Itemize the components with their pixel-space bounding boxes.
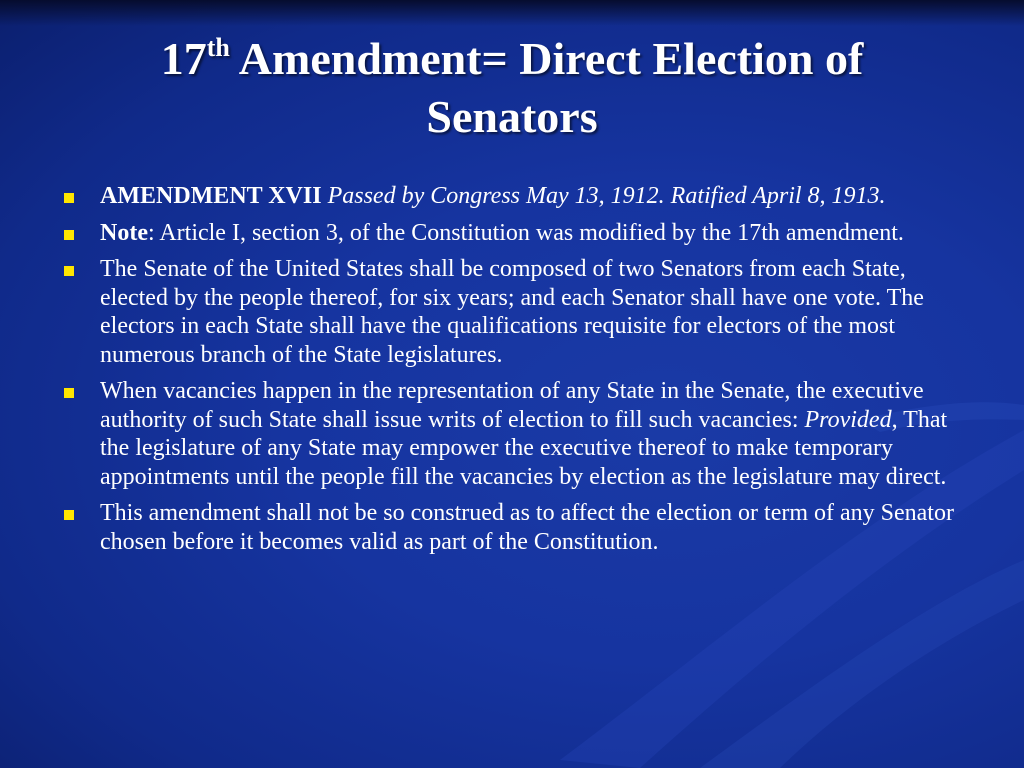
square-bullet-icon [64, 266, 74, 276]
bullet-list [60, 182, 960, 564]
note-label: Note [100, 219, 148, 246]
square-bullet-icon [64, 388, 74, 398]
amendment-dates: Passed by Congress May 13, 1912. Ratified April 8, 1913. [327, 183, 886, 209]
amendment-heading: AMENDMENT XVII [100, 183, 322, 209]
square-bullet-icon [64, 193, 74, 203]
vacancies-text-before: When vacancies happen in the representation of any State in the Senate, the executive authority of such State shall issue writs of election to fill such vacancies: [100, 378, 924, 433]
bullet-item-amendment [60, 182, 960, 211]
senate-composition-text: The Senate of the United States shall be composed of two Senators from each State, elected by the people thereof, for six years; and each Senator shall have one vote. The electors in each State shall have the qualifications requisite for electors of the most numerous branch of the State legislatures. [100, 256, 924, 368]
note-text: : Article I, section 3, of the Constitution was modified by the 17th amendment. [147, 219, 904, 246]
square-bullet-icon [64, 510, 74, 520]
title-superscript: th [206, 33, 230, 62]
bullet-item-vacancies [60, 377, 960, 491]
title-line-1 [0, 30, 1024, 88]
bullet-item-construction [60, 499, 960, 556]
construction-text: This amendment shall not be so construed as to affect the election or term of any Senator chosen before it becomes valid as part of the Constitution. [100, 500, 954, 555]
vacancies-provided: Provided [804, 406, 892, 433]
title-line-2: Senators [426, 91, 598, 142]
bullet-item-note [60, 219, 960, 248]
title-number: 17 [160, 33, 207, 84]
vacancies-text-after: , That the legislature of any State may empower the executive thereof to make temporary appointments until the people fill the vacancies by election as the legislature may direct. [100, 406, 948, 490]
slide-title [0, 30, 1024, 146]
bullet-item-senate-composition [60, 255, 960, 369]
title-line-1-rest: Amendment= Direct Election of [229, 33, 864, 84]
square-bullet-icon [64, 230, 74, 240]
